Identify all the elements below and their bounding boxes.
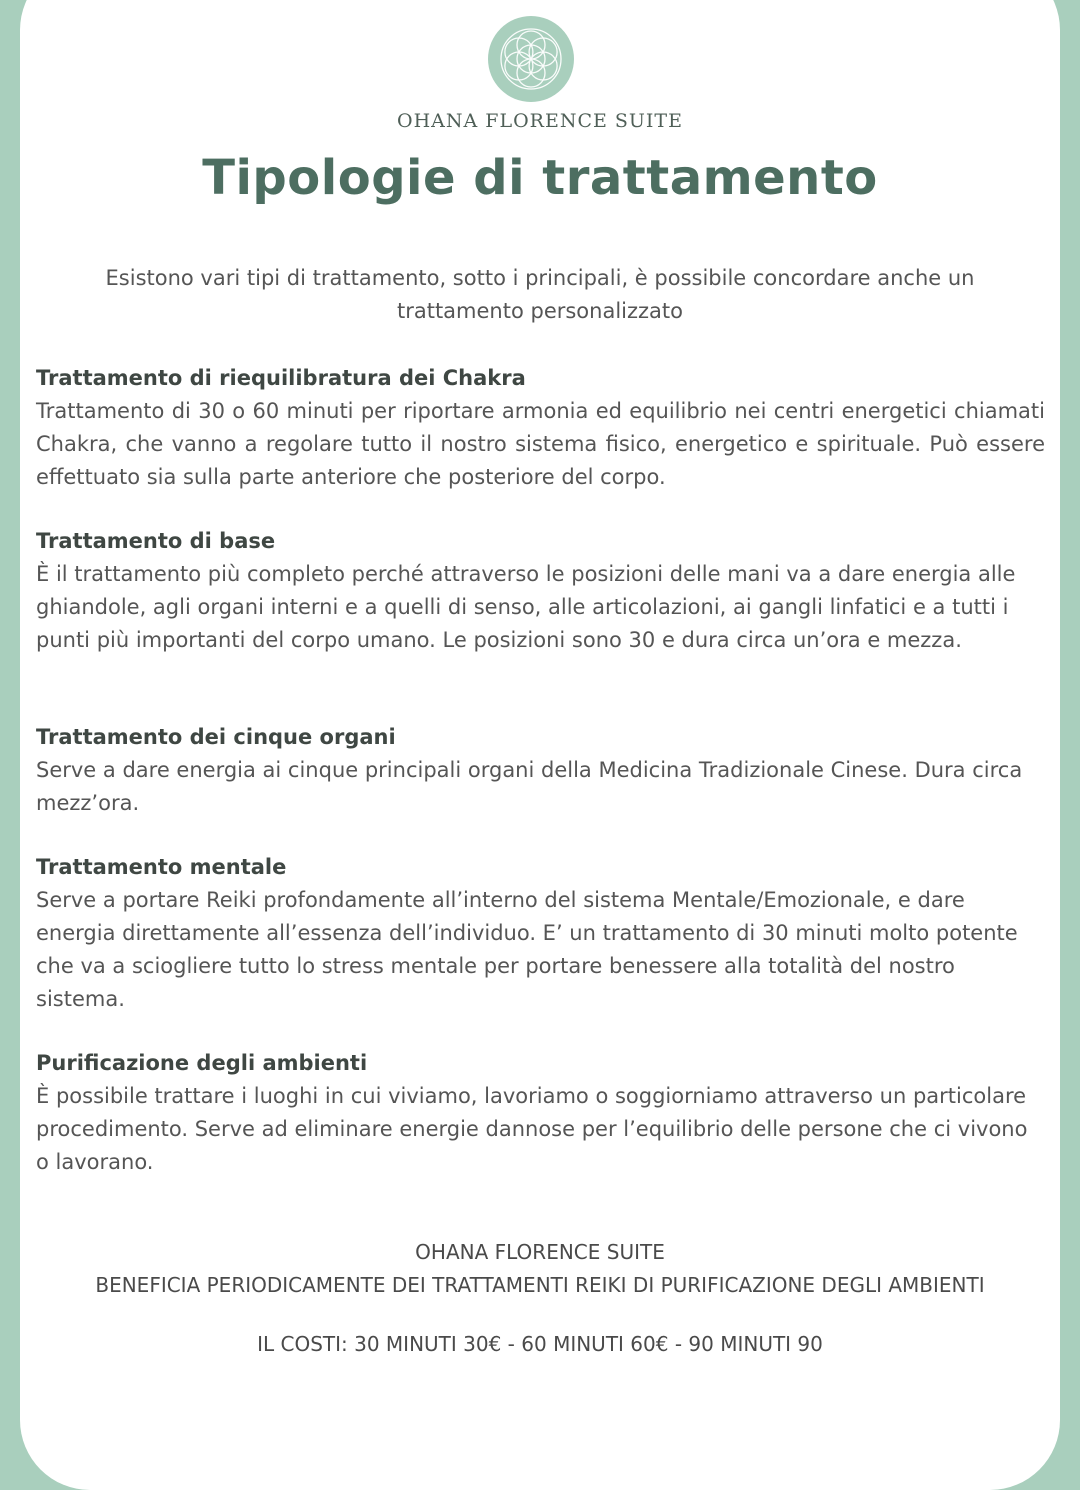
section-text: Serve a dare energia ai cinque principali organi della Medicina Tradizionale Cinese. Dura circa mezz’ora.: [36, 758, 1023, 815]
section-text: Trattamento di 30 o 60 minuti per riportare armonia ed equilibrio nei centri energetici chiamati Chakra, che vanno a regolare tutto il nostro sistema fisico, energetico e spirituale. Può essere effettuato sia sulla parte anteriore che posteriore del corpo.: [36, 399, 1045, 489]
section-text: Serve a portare Reiki profondamente all’interno del sistema Mentale/Emozionale, e dare energia direttamente all’essenza dell’individuo. E’ un trattamento di 30 minuti molto potente che va a sciogliere tutto lo stress mentale per portare benessere alla totalità del nostro sistema.: [36, 888, 1018, 1011]
section-cinque-organi: [36, 721, 1045, 820]
footer-costs: IL COSTI: 30 MINUTI 30€ - 60 MINUTI 60€ - 90 MINUTI 90: [257, 1332, 823, 1356]
section-ambienti: [36, 1047, 1045, 1179]
section-chakra: [36, 362, 1045, 494]
section-title: Trattamento di base: [36, 529, 276, 553]
footer-brand: OHANA FLORENCE SUITE: [415, 1240, 665, 1264]
section-text: È il trattamento più completo perché attraverso le posizioni delle mani va a dare energia alle ghiandole, agli organi interni e a quelli di senso, alle articolazioni, ai gangli linfatici e a tutti i punti più importanti del corpo umano. Le posizioni sono 30 e dura circa un’ora e mezza.: [36, 562, 1016, 652]
footer-statement: BENEFICIA PERIODICAMENTE DEI TRATTAMENTI REIKI DI PURIFICAZIONE DEGLI AMBIENTI: [95, 1273, 985, 1297]
section-base: [36, 525, 1045, 657]
section-title: Trattamento di riequilibratura dei Chakra: [36, 366, 526, 390]
section-title: Trattamento mentale: [36, 855, 287, 879]
section-title: Purificazione degli ambienti: [36, 1051, 368, 1075]
flower-of-life-icon: [488, 16, 574, 102]
section-title: Trattamento dei cinque organi: [36, 725, 396, 749]
section-text: È possibile trattare i luoghi in cui viviamo, lavoriamo o soggiorniamo attraverso un particolare procedimento. Serve ad eliminare energie dannose per l’equilibrio delle persone che ci vivono o lavorano.: [36, 1084, 1028, 1174]
section-mentale: [36, 851, 1045, 1016]
page-title: Tipologie di trattamento: [202, 150, 878, 206]
brand-name: OHANA FLORENCE SUITE: [397, 110, 683, 132]
intro-text: Esistono vari tipi di trattamento, sotto i principali, è possibile concordare anche un trattamento personalizzato: [105, 266, 975, 323]
